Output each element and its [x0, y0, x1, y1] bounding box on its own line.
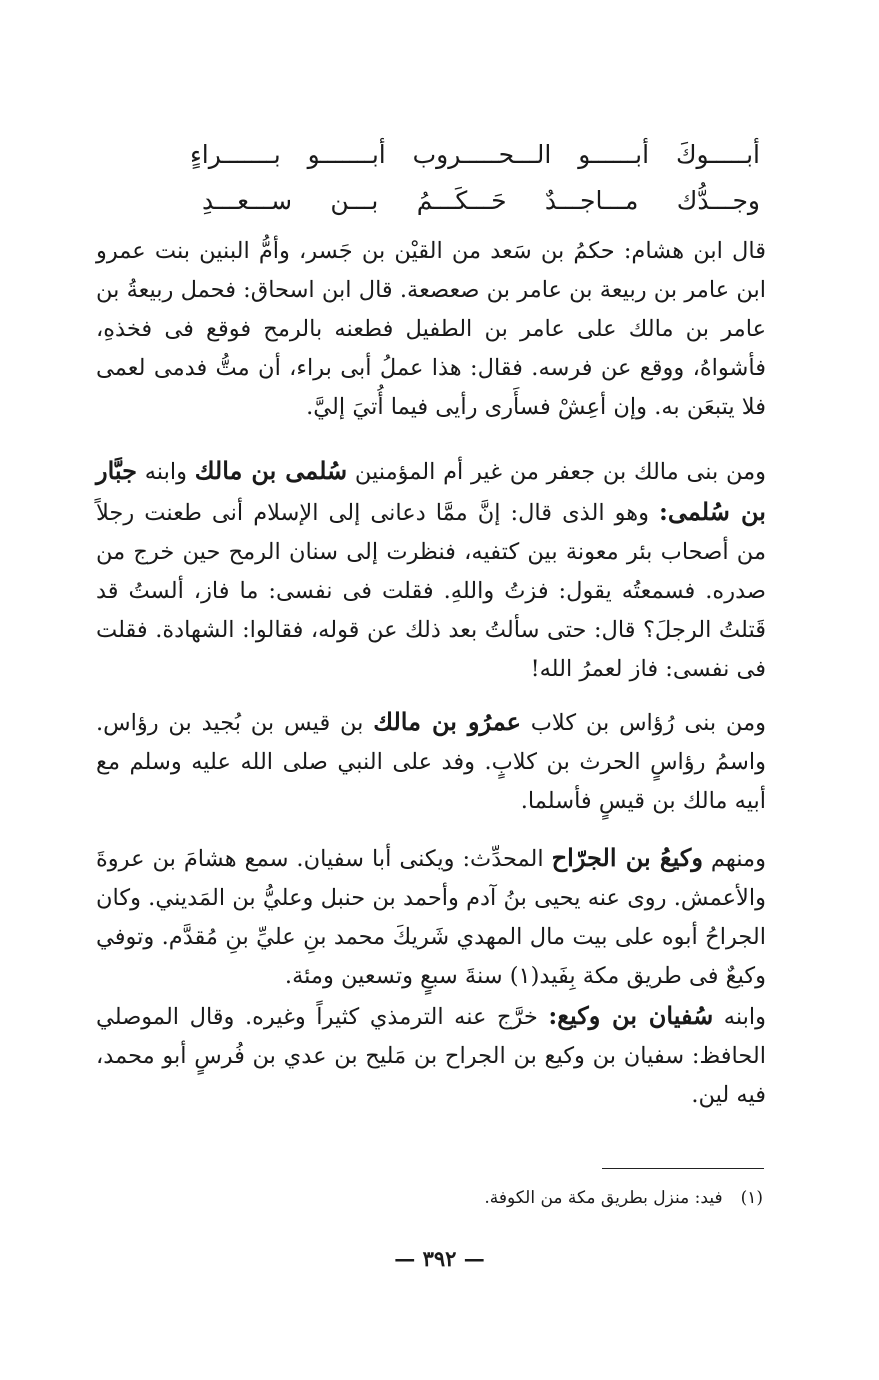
- paragraph-text-start: ومن بنى رُؤاس بن كلاب: [530, 710, 766, 736]
- poem-verses: [190, 132, 760, 224]
- paragraph-bani-ruas: [96, 702, 766, 821]
- paragraph-text-mid: وابنه: [144, 459, 187, 485]
- paragraph-text-start: ومن بنى مالك بن جعفر من غير أم المؤمنين: [354, 459, 767, 485]
- person-name: وكيعُ بن الجرّاح: [551, 843, 703, 872]
- person-name: سُفيان بن وكيع:: [548, 1001, 714, 1030]
- paragraph-ibn-hisham: [96, 232, 766, 427]
- paragraph-text: [96, 838, 766, 996]
- paragraph-waki: [96, 838, 766, 996]
- paragraph-text: [96, 702, 766, 821]
- paragraph-text: [96, 996, 766, 1115]
- paragraph-text-end: بن قيس بن بُجيد بن رؤاس. واسمُ رؤاسٍ الحرث بن كلابٍ. وفد على النبي صلى الله عليه وسلم مع أبيه مالك بن قيسٍ فأسلما.: [96, 710, 766, 814]
- paragraph-text: قال ابن هشام: حكمُ بن سَعد من القيْن بن جَسر، وأمُّ البنين بنت عمرو ابن عامر بن ربيعة بن عامر بن صعصعة. قال ابن اسحاق: فحمل ربيعةُ بن عامر بن مالك على عامر بن الطفيل فطعنه بالرمح فوقع فى فخذهِ، فأشواهُ، ووقع عن فرسه. فقال: هذا عملُ أبى براء، أن متُّ فدمى لعمى فلا يتبعَن به. وإن أعِشْ فسأَرى رأيى فيما أُتيَ إليَّ.: [96, 238, 766, 420]
- paragraph-text-end: خرَّج عنه الترمذي كثيراً وغيره. وقال الموصلي الحافظ: سفيان بن وكيع بن الجراح بن مَليح بن عدي بن فُرسٍ أبو محمد، فيه لين.: [96, 1004, 766, 1108]
- page-number: — ٣٩٢ —: [394, 1246, 485, 1271]
- footnote-number: (١): [740, 1188, 763, 1208]
- paragraph-text-end: المحدِّث: ويكنى أبا سفيان. سمع هشامَ بن عروةَ والأعمش. روى عنه يحيى بنُ آدم وأحمد بن حنبل وعليُّ بن المَديني. وكان الجراحُ أبوه على بيت مال المهدي شَريكَ محمد بنِ عليِّ بنِ مُقدَّم. وتوفي وكيعٌ فى طريق مكة بِفَيد(١) سنةَ سبعٍ وتسعين ومئة.: [96, 846, 766, 989]
- person-name: سُلمى بن مالك: [194, 456, 348, 485]
- paragraph-text-start: وابنه: [723, 1004, 766, 1030]
- poem-verse-1: أبـــــوكَ أبــــــو الـــحـــــروب أبـــــــو بـــــــراءٍ: [190, 140, 760, 169]
- paragraph-bani-malik: [96, 451, 766, 681]
- footnote: [484, 1183, 763, 1213]
- person-name: عمرُو بن مالك: [373, 707, 521, 736]
- paragraph-text: [96, 451, 766, 689]
- person-name: جبَّار بن سُلمى:: [96, 456, 766, 526]
- footnote-text: فيد: منزل بطريق مكة من الكوفة.: [484, 1188, 723, 1208]
- paragraph-text-end: وهو الذى قال: إنَّ ممَّا دعانى إلى الإسلام أنى طعنت رجلاً من أصحاب بئر معونة بين كتفيه، فنظرت إلى سنان الرمح حين خرج من صدره. فسمعتُه يقول: فزتُ واللهِ. فقلت فى نفسى: ما فاز، ألستُ قد قَتلتُ الرجلَ؟ قال: حتى سألتُ بعد ذلك عن قوله، فقالوا: الشهادة. فقلت فى نفسى: فاز لعمرُ الله!: [96, 500, 766, 682]
- poem-verse-2: وجـــدُّك مـــاجـــدٌ حَـــكَـــمُ بـــن ســـعـــدِ: [202, 186, 760, 215]
- paragraph-sufyan: [96, 996, 766, 1115]
- footnote-divider: [602, 1168, 764, 1169]
- paragraph-text-start: ومنهم: [710, 846, 766, 872]
